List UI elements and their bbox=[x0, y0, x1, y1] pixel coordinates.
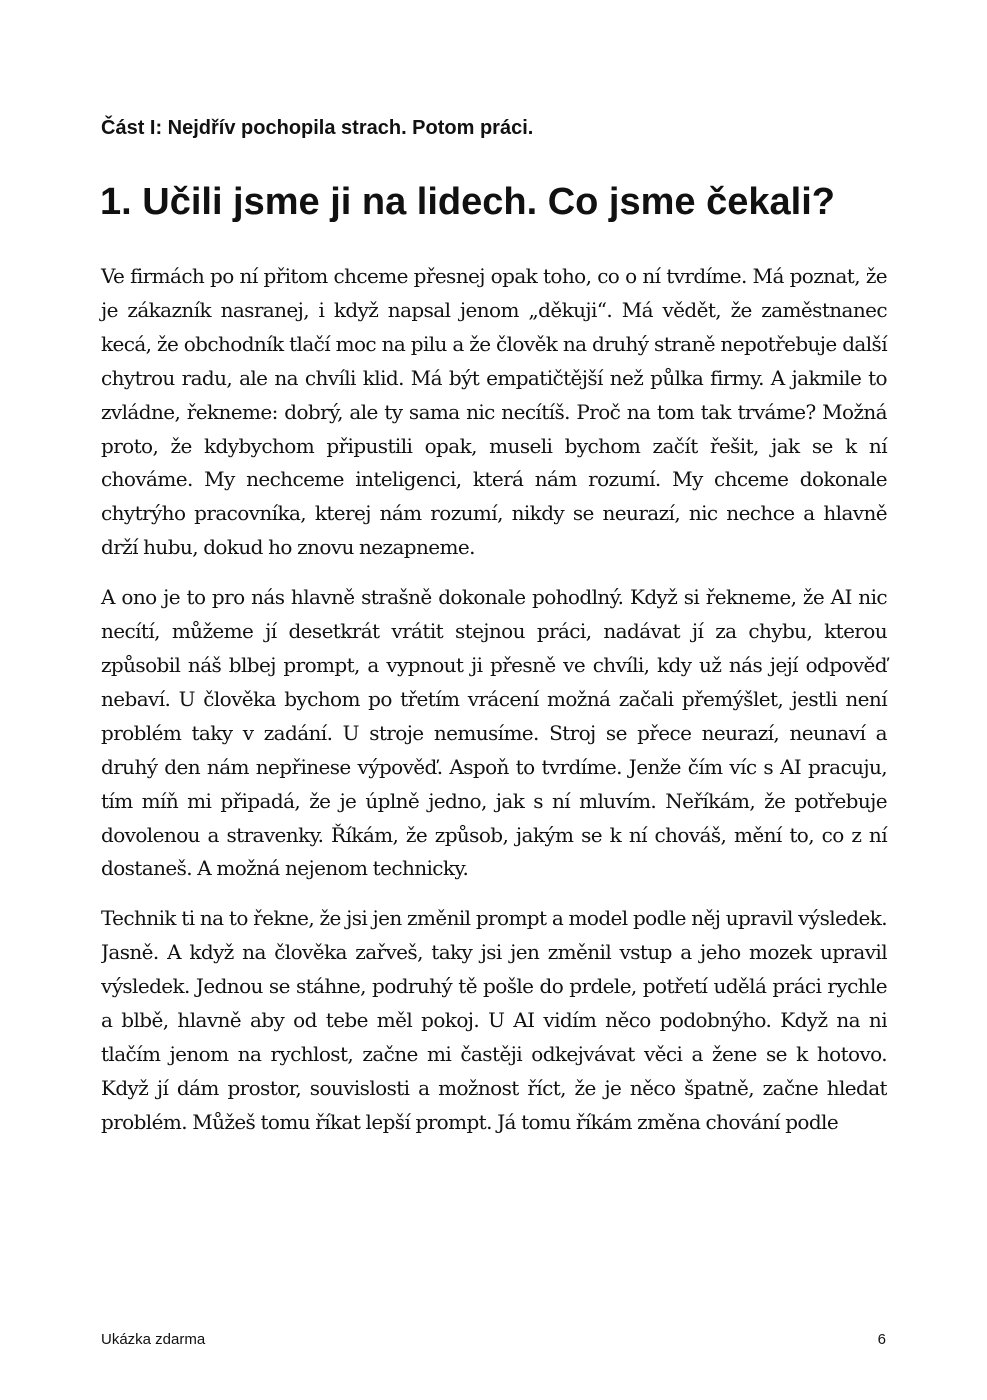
paragraph: Technik ti na to řekne, že jsi jen změnil prompt a model podle něj upravil výsledek. Jasně. A když na člověka zařveš, taky jsi jen změnil vstup a jeho mozek upravil výsledek. Jednou se stáhne, podruhý tě pošle do prdele, potřetí udělá práci rychle a blbě, hlavně aby od tebe měl pokoj. U AI vidím něco podobnýho. Když na ni tlačím jenom na rychlost, začne mi častěji odkejvávat věci a žene se k hotovo. Když jí dám prostor, souvislosti a možnost říct, že je něco špatně, začne hledat problém. Můžeš tomu říkat lepší prompt. Já tomu říkám změna chování podle bbox=[101, 906, 887, 1134]
part-title: Část I: Nejdřív pochopila strach. Potom práci. bbox=[101, 117, 534, 139]
footer-label: Ukázka zdarma bbox=[101, 1331, 206, 1348]
chapter-title: 1. Učili jsme ji na lidech. Co jsme čekali? bbox=[100, 181, 835, 223]
paragraph: A ono je to pro nás hlavně strašně dokonale pohodlný. Když si řekneme, že AI nic necítí, můžeme jí desetkrát vrátit stejnou práci, nadávat jí za chybu, kterou způsobil náš blbej prompt, a vypnout ji přesně ve chvíli, kdy už nás její odpověď nebaví. U člověka bychom po třetím vrácení možná začali přemýšlet, jestli není problém taky v zadání. U stroje nemusíme. Stroj se přece neurazí, neunaví a druhý den nám nepřinese výpověď. Aspoň to tvrdíme. Jenže čím víc s AI pracuju, tím míň mi připadá, že je úplně jedno, jak s ní mluvím. Neříkám, že potřebuje dovolenou a stravenky. Říkám, že způsob, jakým se k ní chováš, mění to, co z ní dostaneš. A možná nejenom technicky. bbox=[101, 585, 887, 881]
paragraph: Ve firmách po ní přitom chceme přesnej opak toho, co o ní tvrdíme. Má poznat, že je zákazník nasranej, i když napsal jenom „děkuji“. Má vědět, že zaměstnanec kecá, že obchodník tlačí moc na pilu a že člověk na druhý straně nepotřebuje další chytrou radu, ale na chvíli klid. Má být empatičtější než půlka firmy. A jakmile to zvládne, řekneme: dobrý, ale ty sama nic necítíš. Proč na tom tak trváme? Možná proto, že kdybychom připustili opak, museli bychom začít řešit, jak se k ní chováme. My nechceme inteligenci, která nám rozumí. My chceme dokonale chytrýho pracovníka, kterej nám rozumí, nikdy se neurazí, nic nechce a hlavně drží hubu, dokud ho znovu nezapneme. bbox=[101, 264, 887, 560]
body-text bbox=[101, 260, 887, 1172]
page-number: 6 bbox=[877, 1331, 886, 1348]
